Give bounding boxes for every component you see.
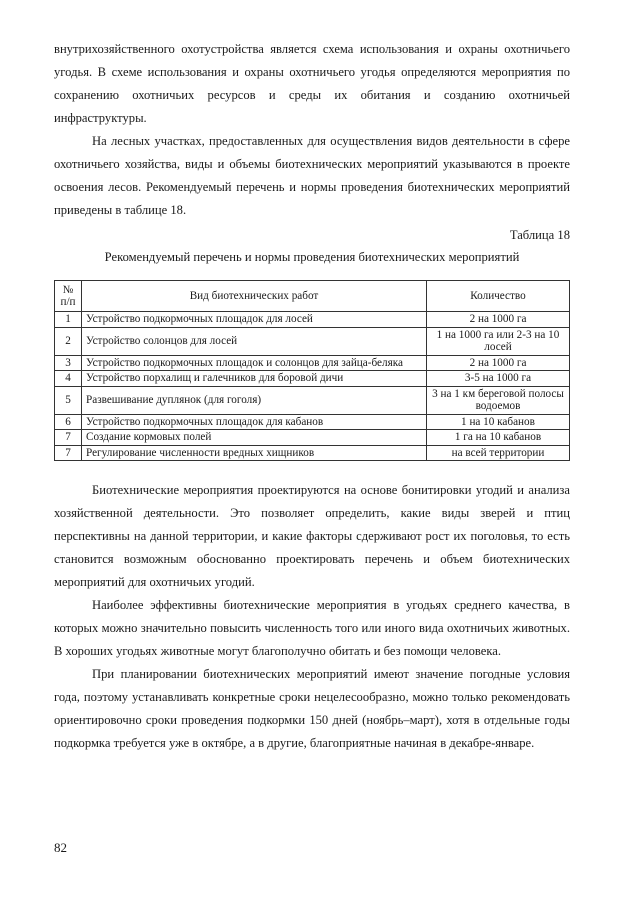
page-number: 82 (54, 840, 67, 855)
cell-num: 3 (55, 355, 82, 371)
cell-qty: 1 га на 10 кабанов (427, 430, 570, 446)
cell-num: 2 (55, 327, 82, 355)
table-row (55, 355, 570, 371)
cell-num: 7 (55, 445, 82, 461)
cell-qty: 1 на 1000 га или 2-3 на 10 лосей (427, 327, 570, 355)
table-row (55, 430, 570, 446)
table-title: Рекомендуемый перечень и нормы проведения биотехнических мероприятий (104, 250, 520, 264)
biotech-measures-table (54, 280, 570, 461)
cell-num: 7 (55, 430, 82, 446)
cell-num: 6 (55, 414, 82, 430)
cell-qty: 3 на 1 км береговой полосы водоемов (427, 386, 570, 414)
paragraph-body-2: Наиболее эффективны биотехнические мероприятия в угодьях среднего качества, в которых можно значительно повысить численность того или иного вида охотничьих животных. В хороших угодьях животные могут благополучно обитать и без помощи человека. (54, 598, 570, 658)
paragraph-body-3: При планировании биотехнических мероприятий имеют значение погодные условия года, поэтому устанавливать конкретные сроки нецелесообразно, можно только рекомендовать ориентировочно сроки проведения подкормки 150 дней (ноябрь–март), хотя в отдельные годы подкормка требуется уже в октябре, а в другие, благоприятные начиная в декабре-январе. (54, 667, 570, 750)
table-row (55, 327, 570, 355)
table-row (55, 371, 570, 387)
paragraph-intro-2: На лесных участках, предоставленных для осуществления видов деятельности в сфере охотничьего хозяйства, виды и объемы биотехнических мероприятий указываются в проекте освоения лесов. Рекомендуемый перечень и нормы проведения биотехнических мероприятий приведены в таблице 18. (54, 134, 570, 217)
table-row (55, 414, 570, 430)
table-row (55, 386, 570, 414)
cell-num: 5 (55, 386, 82, 414)
cell-qty: 1 на 10 кабанов (427, 414, 570, 430)
cell-work: Устройство подкормочных площадок и солонцов для зайца-беляка (82, 355, 427, 371)
paragraph-body-1: Биотехнические мероприятия проектируются на основе бонитировки угодий и анализа хозяйственной деятельности. Это позволяет определить, какие виды зверей и птиц перспективны на данной территории, и какие факторы сдерживают рост их поголовья, то есть становится возможным обоснованно проектировать перечень и объем биотехнических мероприятий для охотничьих угодий. (54, 483, 570, 589)
cell-qty: 2 на 1000 га (427, 312, 570, 328)
header-work: Вид биотехнических работ (82, 281, 427, 312)
table-row (55, 445, 570, 461)
cell-qty: на всей территории (427, 445, 570, 461)
table-row (55, 312, 570, 328)
cell-work: Создание кормовых полей (82, 430, 427, 446)
cell-work: Устройство подкормочных площадок для лосей (82, 312, 427, 328)
cell-qty: 3-5 на 1000 га (427, 371, 570, 387)
cell-qty: 2 на 1000 га (427, 355, 570, 371)
table-number-label: Таблица 18 (509, 228, 570, 242)
cell-work: Устройство подкормочных площадок для кабанов (82, 414, 427, 430)
cell-work: Развешивание дуплянок (для гоголя) (82, 386, 427, 414)
cell-work: Регулирование численности вредных хищников (82, 445, 427, 461)
cell-num: 4 (55, 371, 82, 387)
header-qty: Количество (427, 281, 570, 312)
paragraph-intro-1: внутрихозяйственного охотустройства является схема использования и охраны охотничьего угодья. В схеме использования и охраны охотничьего угодья определяются мероприятия по сохранению охотничьих ресурсов и среды их обитания и созданию охотничьей инфраструктуры. (54, 42, 570, 125)
cell-work: Устройство солонцов для лосей (82, 327, 427, 355)
document-page (54, 38, 570, 755)
cell-work: Устройство порхалищ и галечников для боровой дичи (82, 371, 427, 387)
table-header-row (55, 281, 570, 312)
header-num: № п/п (55, 281, 82, 312)
cell-num: 1 (55, 312, 82, 328)
